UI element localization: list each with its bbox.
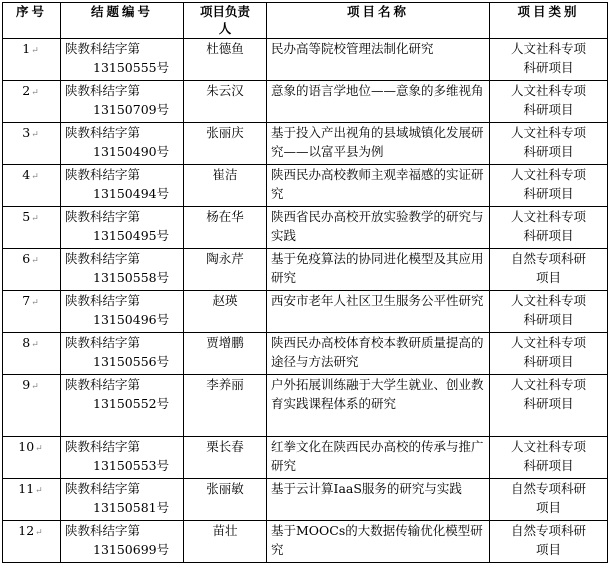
header-leader-line2: 人 [218,21,232,36]
cell-code [61,291,184,333]
category-line1: 自然专项科研 [510,481,586,496]
paragraph-mark-icon: ↵ [35,486,43,496]
seq-value: 6 [22,251,31,266]
cell-project-name [267,375,490,437]
cell-leader [184,249,267,291]
header-seq: 序号 [3,3,61,39]
code-line2: 13150496号 [93,312,170,327]
cell-seq [3,165,61,207]
cell-seq [3,207,61,249]
category-line1: 人文社科专项 [510,209,586,224]
seq-value: 5 [22,209,31,224]
cell-seq [3,479,61,521]
code-line1: 陕教科结字第 [65,523,141,538]
category-line2: 科研项目 [523,102,574,117]
cell-project-name [267,81,490,123]
project-name-value: 基于云计算IaaS服务的研究与实践 [271,481,462,496]
category-line1: 人文社科专项 [510,125,586,140]
cell-category [490,39,608,81]
cell-category [490,521,608,563]
cell-seq [3,333,61,375]
code-line1: 陕教科结字第 [65,41,141,56]
code-line2: 13150490号 [93,144,170,159]
header-leader-line1: 项目负责 [199,4,250,19]
category-line2: 科研项目 [523,186,574,201]
leader-value: 朱云汉 [206,83,244,98]
cell-seq [3,437,61,479]
project-name-value: 陕西省民办高校开放实验教学的研究与实践 [271,209,484,243]
cell-leader [184,81,267,123]
code-line2: 13150494号 [93,186,170,201]
category-line1: 人文社科专项 [510,167,586,182]
category-line2: 科研项目 [523,396,574,411]
cell-project-name [267,479,490,521]
code-line2: 13150581号 [93,500,170,515]
cell-project-name [267,437,490,479]
cell-project-name [267,207,490,249]
category-line2: 科研项目 [523,144,574,159]
table-row [3,249,608,291]
cell-leader [184,333,267,375]
cell-category [490,437,608,479]
category-line2: 项目 [535,542,561,557]
category-line1: 人文社科专项 [510,41,586,56]
project-name-value: 基于MOOCs的大数据传输优化模型研究 [271,523,483,557]
leader-value: 崔洁 [212,167,238,182]
category-line2: 科研项目 [523,228,574,243]
code-line1: 陕教科结字第 [65,377,141,392]
category-line1: 人文社科专项 [510,335,586,350]
project-name-value: 基于投入产出视角的县域城镇化发展研究——以富平县为例 [271,125,484,159]
cell-project-name [267,165,490,207]
cell-leader [184,207,267,249]
seq-value: 12 [18,523,35,538]
code-line1: 陕教科结字第 [65,125,141,140]
cell-seq [3,375,61,437]
category-line1: 自然专项科研 [510,251,586,266]
seq-value: 1 [22,41,31,56]
paragraph-mark-icon: ↵ [31,382,39,392]
category-line1: 人文社科专项 [510,83,586,98]
project-table [2,2,608,563]
cell-seq [3,123,61,165]
project-name-value: 西安市老年人社区卫生服务公平性研究 [271,293,484,308]
cell-category [490,165,608,207]
seq-value: 2 [22,83,31,98]
cell-category [490,333,608,375]
project-name-value: 民办高等院校管理法制化研究 [271,41,434,56]
table-row [3,81,608,123]
header-name: 项目名称 [267,3,490,39]
category-line2: 项目 [535,500,561,515]
code-line2: 13150553号 [93,458,170,473]
category-line1: 人文社科专项 [510,293,586,308]
code-line1: 陕教科结字第 [65,167,141,182]
category-line2: 项目 [535,270,561,285]
paragraph-mark-icon: ↵ [31,46,39,56]
cell-leader [184,437,267,479]
table-row [3,375,608,437]
leader-value: 杨在华 [206,209,244,224]
cell-category [490,479,608,521]
category-line2: 科研项目 [523,312,574,327]
project-name-value: 户外拓展训练融于大学生就业、创业教育实践课程体系的研究 [271,377,484,411]
cell-project-name [267,123,490,165]
cell-seq [3,81,61,123]
project-name-value: 陕西民办高校教师主观幸福感的实证研究 [271,167,484,201]
paragraph-mark-icon: ↵ [35,444,43,454]
table-row [3,123,608,165]
cell-seq [3,249,61,291]
header-category: 项目类别 [490,3,608,39]
cell-category [490,123,608,165]
cell-seq [3,39,61,81]
cell-leader [184,291,267,333]
cell-code [61,165,184,207]
cell-project-name [267,39,490,81]
cell-category [490,207,608,249]
paragraph-mark-icon: ↵ [31,172,39,182]
code-line1: 陕教科结字第 [65,335,141,350]
leader-value: 张丽庆 [206,125,244,140]
cell-leader [184,479,267,521]
seq-value: 8 [22,335,31,350]
paragraph-mark-icon: ↵ [31,298,39,308]
table-row [3,207,608,249]
cell-code [61,39,184,81]
cell-project-name [267,333,490,375]
leader-value: 栗长春 [206,439,244,454]
cell-category [490,81,608,123]
table-row [3,479,608,521]
table-row [3,437,608,479]
paragraph-mark-icon: ↵ [35,528,43,538]
project-name-value: 红拳文化在陕西民办高校的传承与推广研究 [271,439,484,473]
paragraph-mark-icon: ↵ [31,256,39,266]
cell-leader [184,39,267,81]
seq-value: 9 [22,377,31,392]
cell-code [61,249,184,291]
seq-value: 3 [22,125,31,140]
leader-value: 李养丽 [206,377,244,392]
code-line1: 陕教科结字第 [65,83,141,98]
cell-project-name [267,291,490,333]
cell-code [61,333,184,375]
category-line1: 人文社科专项 [510,439,586,454]
project-name-value: 意象的语言学地位——意象的多维视角 [271,83,484,98]
code-line2: 13150495号 [93,228,170,243]
table-row [3,521,608,563]
cell-leader [184,165,267,207]
category-line1: 人文社科专项 [510,377,586,392]
leader-value: 杜德鱼 [206,41,244,56]
header-code: 结题编号 [61,3,184,39]
project-name-value: 陕西民办高校体育校本教研质量提高的途径与方法研究 [271,335,484,369]
paragraph-mark-icon: ↵ [31,214,39,224]
cell-category [490,375,608,437]
cell-code [61,521,184,563]
table-row [3,291,608,333]
category-line2: 科研项目 [523,354,574,369]
seq-value: 4 [22,167,31,182]
table-row [3,333,608,375]
code-line1: 陕教科结字第 [65,209,141,224]
seq-value: 11 [18,481,35,496]
code-line2: 13150699号 [93,542,170,557]
cell-category [490,249,608,291]
cell-leader [184,123,267,165]
leader-value: 张丽敏 [206,481,244,496]
cell-leader [184,521,267,563]
category-line1: 自然专项科研 [510,523,586,538]
leader-value: 赵瑛 [212,293,238,308]
leader-value: 贾增鹏 [206,335,244,350]
leader-value: 陶永芹 [206,251,244,266]
table-row [3,39,608,81]
category-line2: 科研项目 [523,60,574,75]
cell-code [61,375,184,437]
project-name-value: 基于免疫算法的协同进化模型及其应用研究 [271,251,484,285]
code-line1: 陕教科结字第 [65,293,141,308]
code-line1: 陕教科结字第 [65,481,141,496]
header-leader [184,3,267,39]
leader-value: 苗壮 [212,523,238,538]
cell-code [61,479,184,521]
cell-project-name [267,249,490,291]
seq-value: 7 [22,293,31,308]
table-header-row [3,3,608,39]
cell-leader [184,375,267,437]
code-line2: 13150552号 [93,396,170,411]
code-line2: 13150709号 [93,102,170,117]
paragraph-mark-icon: ↵ [31,340,39,350]
paragraph-mark-icon: ↵ [31,130,39,140]
cell-code [61,81,184,123]
cell-seq [3,521,61,563]
cell-seq [3,291,61,333]
code-line1: 陕教科结字第 [65,251,141,266]
code-line2: 13150558号 [93,270,170,285]
code-line2: 13150555号 [93,60,170,75]
code-line1: 陕教科结字第 [65,439,141,454]
paragraph-mark-icon: ↵ [31,88,39,98]
seq-value: 10 [18,439,35,454]
category-line2: 科研项目 [523,458,574,473]
cell-code [61,207,184,249]
cell-project-name [267,521,490,563]
cell-code [61,123,184,165]
code-line2: 13150556号 [93,354,170,369]
cell-category [490,291,608,333]
cell-code [61,437,184,479]
table-row [3,165,608,207]
